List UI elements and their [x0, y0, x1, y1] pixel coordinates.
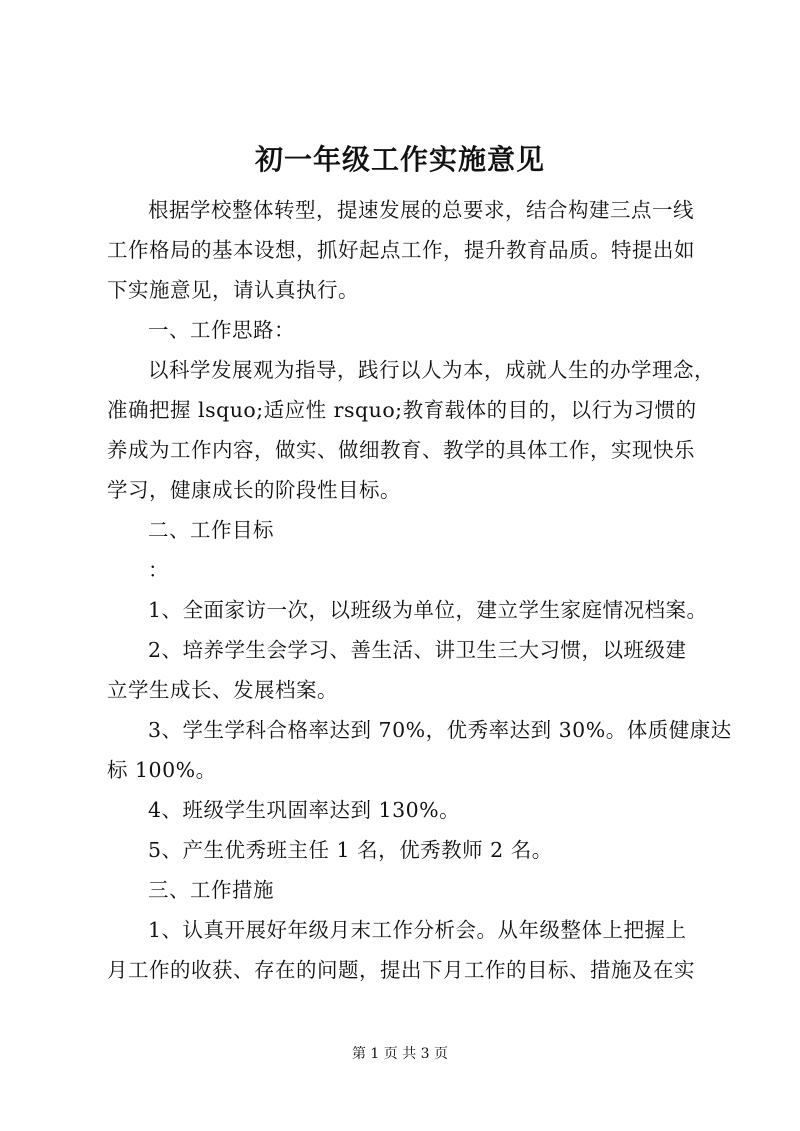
section-heading: 三、工作措施: [148, 878, 274, 902]
paragraph-line: 工作格局的基本设想，抓好起点工作，提升教育品质。特提出如: [107, 238, 695, 262]
list-item-line: 立学生成长、发展档案。: [107, 678, 338, 702]
list-item-line: 3、学生学科合格率达到 70%，优秀率达到 30%。体质健康达: [148, 718, 732, 742]
paragraph-line: 以科学发展观为指导，践行以人为本，成就人生的办学理念，: [148, 358, 715, 382]
page-footer: 第 1 页 共 3 页: [351, 1046, 449, 1062]
list-item-line: 1、认真开展好年级月末工作分析会。从年级整体上把握上: [148, 918, 687, 942]
section-heading: 一、工作思路：: [148, 318, 295, 342]
section-heading: 二、工作目标: [148, 518, 274, 542]
paragraph-line: 养成为工作内容，做实、做细教育、教学的具体工作，实现快乐: [107, 438, 695, 462]
document-title: 初一年级工作实施意见: [254, 143, 545, 176]
paragraph-line: 根据学校整体转型，提速发展的总要求，结合构建三点一线: [148, 198, 694, 222]
list-item-line: 月工作的收获、存在的问题，提出下月工作的目标、措施及在实: [107, 958, 695, 982]
list-item-line: 1、全面家访一次，以班级为单位，建立学生家庭情况档案。: [148, 598, 708, 622]
paragraph-line: 下实施意见，请认真执行。: [107, 278, 359, 302]
paragraph-line: 学习，健康成长的阶段性目标。: [107, 478, 401, 502]
paragraph-line: 准确把握 lsquo;适应性 rsquo;教育载体的目的，以行为习惯的: [107, 398, 697, 422]
paragraph-line: ：: [148, 558, 169, 582]
list-item-line: 5、产生优秀班主任 1 名，优秀教师 2 名。: [148, 838, 553, 862]
list-item-line: 标 100%。: [107, 758, 217, 782]
list-item-line: 2、培养学生会学习、善生活、讲卫生三大习惯，以班级建: [148, 638, 687, 662]
list-item-line: 4、班级学生巩固率达到 130%。: [148, 798, 461, 822]
